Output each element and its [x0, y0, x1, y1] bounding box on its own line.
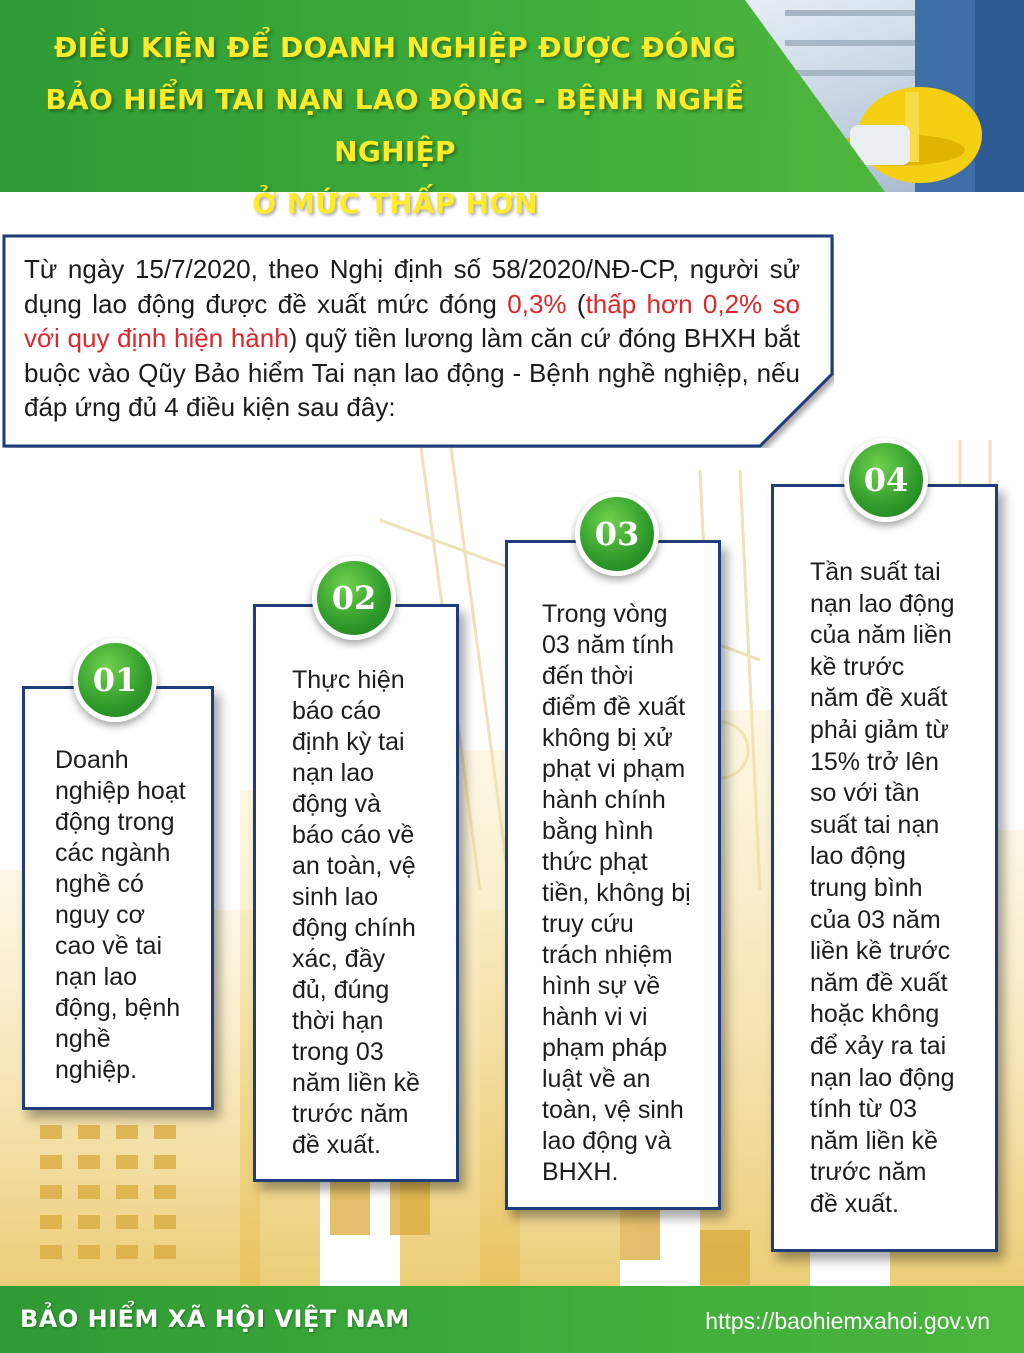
condition-line: bằng hình [542, 817, 654, 845]
title-line-3: Ở MỨC THẤP HƠN [252, 187, 538, 220]
condition-line: phải giảm từ [810, 715, 950, 744]
condition-line: suất tai nạn [810, 810, 940, 839]
intro-rate: 0,3% [507, 288, 567, 319]
condition-line: thức phạt [542, 848, 648, 876]
condition-line: trách nhiệm [542, 941, 673, 969]
condition-line: Trong vòng [542, 600, 668, 628]
condition-line: trung bình [810, 873, 923, 902]
condition-line: hành vi vi [542, 1003, 648, 1031]
condition-line: trong 03 [292, 1038, 384, 1066]
intro-box [2, 234, 834, 448]
condition-line: lao động và [542, 1127, 672, 1155]
condition-line: nạn lao động [810, 589, 955, 618]
condition-line: lao động [810, 842, 906, 871]
condition-line: năm liền kề [810, 1126, 938, 1155]
footer-website-link[interactable]: https://baohiemxahoi.gov.vn [705, 1308, 990, 1334]
condition-line: BHXH. [542, 1158, 619, 1186]
condition-number-4: 04 [844, 438, 928, 522]
condition-line: báo cáo về [292, 821, 415, 849]
intro-part-3: ) quỹ tiền lương làm căn cứ đóng BHXH bắt buộc vào Qũy Bảo hiểm Tai nạn lao động - Bệnh nghề nghiệp, nếu đáp ứng đủ 4 điều kiện sau đây: [24, 323, 800, 422]
condition-line: đủ, đúng [292, 976, 390, 1004]
condition-line: xác, đầy [292, 945, 386, 973]
condition-line: động chính [292, 914, 416, 942]
condition-line: của năm liền [810, 621, 952, 650]
footer-organization: BẢO HIỂM XÃ HỘI VIỆT NAM [20, 1305, 410, 1333]
condition-line: động và [292, 790, 381, 818]
condition-line: nghề có [55, 870, 144, 898]
condition-line: năm đề xuất [810, 968, 948, 997]
condition-line: báo cáo [292, 697, 381, 725]
condition-line: động trong [55, 808, 175, 836]
title-line-1: ĐIỀU KIỆN ĐỂ DOANH NGHIỆP ĐƯỢC ĐÓNG [53, 31, 737, 64]
condition-line: sinh lao [292, 883, 379, 911]
condition-line: nghiệp hoạt [55, 777, 186, 805]
condition-number-1: 01 [73, 638, 157, 722]
condition-line: điểm đề xuất [542, 693, 686, 721]
footer-bar [0, 1286, 1024, 1353]
condition-line: đề xuất. [810, 1189, 899, 1218]
condition-line: phạt vi phạm [542, 755, 686, 783]
condition-line: để xảy ra tai [810, 1031, 947, 1060]
condition-line: nghề [55, 1025, 111, 1053]
condition-line: Tần suất tai [810, 558, 941, 586]
condition-line: truy cứu [542, 910, 634, 938]
condition-line: so với tần [810, 779, 920, 808]
intro-part-1: Từ ngày 15/7/2020, theo Nghị định số 58/2020/NĐ-CP, người sử dụng lao động được đề xuất mức đóng [24, 254, 800, 319]
condition-line: luật về an [542, 1065, 651, 1093]
condition-line: trước năm [810, 1158, 927, 1187]
condition-line: tính từ 03 [810, 1095, 918, 1124]
intro-part-2: ( [566, 288, 586, 319]
condition-number-2: 02 [312, 556, 396, 640]
condition-line: các ngành [55, 839, 171, 867]
condition-line: hành chính [542, 786, 666, 814]
page-title [0, 22, 790, 230]
condition-line: phạm pháp [542, 1034, 668, 1062]
condition-line: nạn lao [292, 759, 375, 787]
condition-line: năm liền kề [292, 1069, 420, 1097]
condition-text-3 [542, 599, 691, 1188]
condition-line: Thực hiện [292, 666, 405, 694]
condition-line: trước năm [292, 1100, 409, 1128]
condition-line: 03 năm tính [542, 631, 675, 659]
condition-card-3 [505, 540, 721, 1210]
condition-line: 15% trở lên [810, 747, 939, 776]
condition-line: an toàn, vệ [292, 852, 416, 880]
condition-line: nghiệp. [55, 1056, 138, 1084]
intro-paragraph [24, 252, 800, 425]
condition-card-2 [253, 604, 459, 1182]
header-banner [0, 0, 1024, 220]
condition-line: không bị xử [542, 724, 673, 752]
condition-line: nguy cơ [55, 901, 146, 929]
condition-line: nạn lao [55, 963, 138, 991]
condition-line: đề xuất. [292, 1131, 381, 1159]
condition-line: toàn, vệ sinh [542, 1096, 684, 1124]
condition-line: đến thời [542, 662, 634, 690]
condition-text-4 [810, 557, 955, 1220]
condition-line: năm đề xuất [810, 684, 948, 713]
condition-text-1 [55, 745, 186, 1086]
condition-line: nạn lao động [810, 1063, 955, 1092]
condition-text-2 [292, 665, 420, 1161]
condition-line: của 03 năm [810, 905, 941, 934]
condition-line: tiền, không bị [542, 879, 691, 907]
condition-line: hình sự về [542, 972, 661, 1000]
condition-line: định kỳ tai [292, 728, 405, 756]
condition-line: hoặc không [810, 1000, 940, 1029]
condition-line: Doanh [55, 746, 129, 774]
condition-number-3: 03 [575, 492, 659, 576]
condition-card-1 [22, 686, 214, 1110]
condition-card-4 [771, 484, 998, 1252]
condition-line: liền kề trước [810, 937, 951, 966]
title-line-2: BẢO HIỂM TAI NẠN LAO ĐỘNG - BỆNH NGHỀ NGHIỆP [45, 83, 745, 168]
condition-line: kề trước [810, 652, 905, 681]
intro-highlight: thấp hơn 0,2% so với quy định hiện hành [24, 288, 801, 353]
condition-line: cao về tai [55, 932, 163, 960]
condition-line: động, bệnh [55, 994, 181, 1022]
condition-line: thời hạn [292, 1007, 384, 1035]
